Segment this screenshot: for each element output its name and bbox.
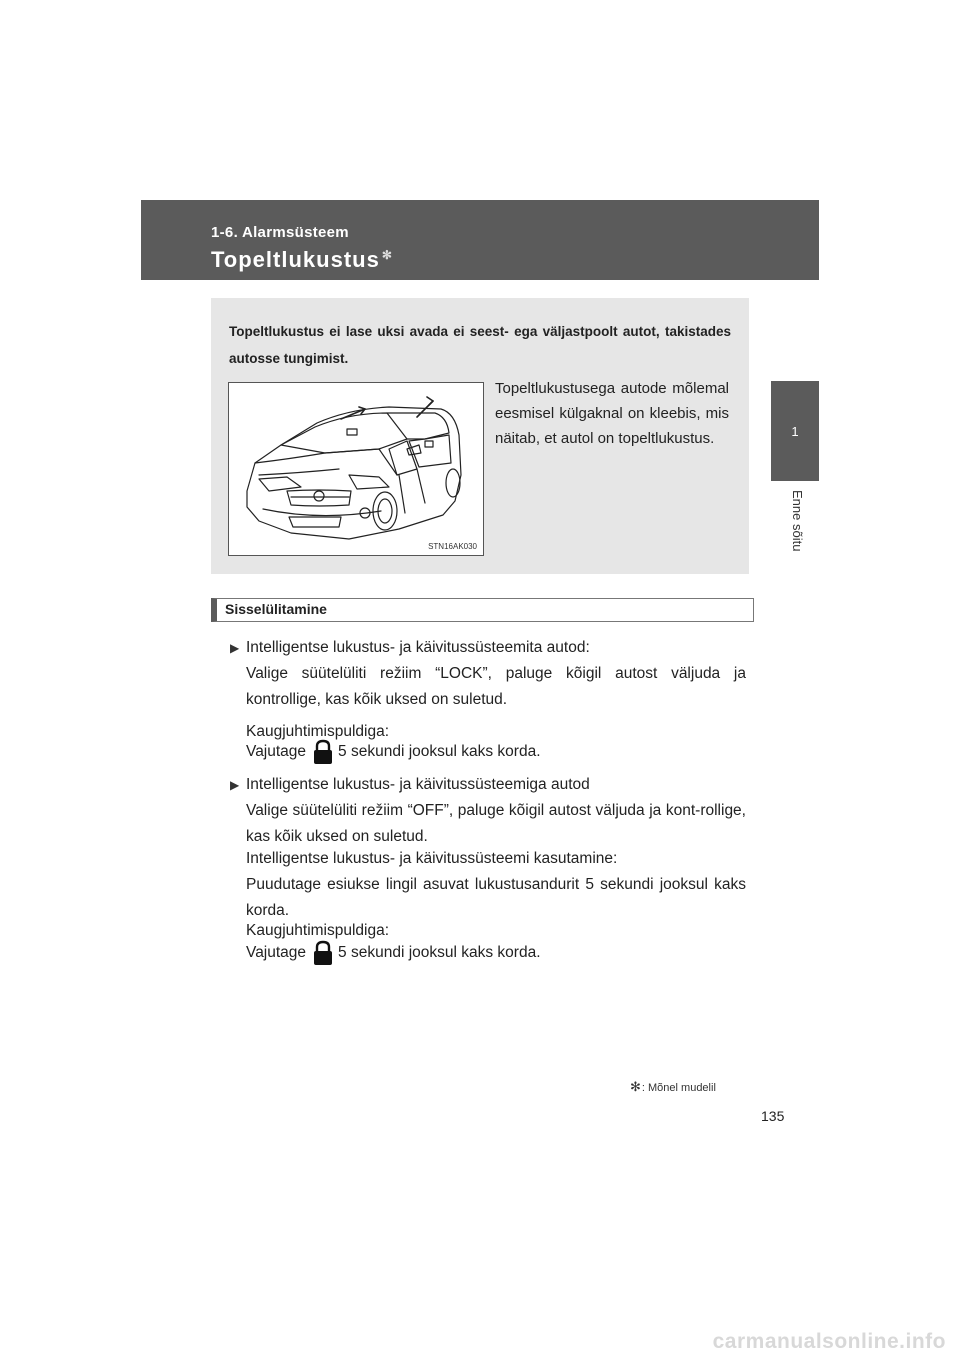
bullet-item-2 <box>230 772 590 798</box>
footnote <box>630 1079 716 1095</box>
paragraph-1: Valige süütelüliti režiim “LOCK”, paluge kõigil autost väljuda ja kontrollige, kas kõik uksed on suletud. <box>246 665 746 708</box>
footnote-text: : Mõnel mudelil <box>641 1082 716 1094</box>
lock-icon <box>312 940 334 966</box>
press-after-1: 5 sekundi jooksul kaks korda. <box>338 743 541 761</box>
car-drawing-icon <box>229 383 483 555</box>
triangle-right-icon: ▶ <box>230 641 240 655</box>
lock-icon <box>312 739 334 765</box>
press-line-1 <box>246 739 541 765</box>
figure-code: STN16AK030 <box>428 542 477 551</box>
remote-label-1: Kaugjuhtimispuldiga: <box>246 723 390 740</box>
section-label: 1-6. Alarmsüsteem <box>211 224 349 241</box>
smart-text: Puudutage esiukse lingil asuvat lukustusandurit 5 sekundi jooksul kaks korda. <box>246 876 746 919</box>
subheading <box>211 598 754 622</box>
press-after-2: 5 sekundi jooksul kaks korda. <box>338 944 541 962</box>
page-title-text: Topeltlukustus <box>211 247 380 272</box>
triangle-right-icon: ▶ <box>230 778 240 792</box>
press-line-2 <box>246 940 541 966</box>
chapter-number: 1 <box>791 423 799 439</box>
figure-caption: Topeltlukustusega autode mõlemal eesmisel külgaknal on kleebis, mis näitab, et autol on topeltlukustus. <box>495 380 729 447</box>
subheading-text: Sisselülitamine <box>225 601 327 617</box>
header-band <box>141 200 819 280</box>
asterisk-icon: ✻ <box>381 247 393 262</box>
asterisk-icon: ✻ <box>630 1079 641 1094</box>
page-number: 135 <box>761 1108 785 1124</box>
bullet-text-2: Intelligentse lukustus- ja käivitussüsteemiga autod <box>246 776 590 793</box>
bullet-text-1: Intelligentse lukustus- ja käivitussüsteemita autod: <box>246 639 590 656</box>
car-illustration <box>228 382 484 556</box>
page-title <box>211 247 393 273</box>
bullet-item-1 <box>230 635 590 661</box>
watermark-text: carmanualsonline.info <box>712 1330 946 1353</box>
intro-text: Topeltlukustus ei lase uksi avada ei seest- ega väljastpoolt autot, takistades autosse tungimist. <box>229 324 731 366</box>
paragraph-2: Valige süütelüliti režiim “OFF”, paluge kõigil autost väljuda ja kont-rollige, kas kõik uksed on suletud. <box>246 802 746 845</box>
press-before-2: Vajutage <box>246 944 307 962</box>
chapter-tab[interactable] <box>771 381 819 481</box>
chapter-label: Enne sõitu <box>790 490 805 552</box>
smart-label: Intelligentse lukustus- ja käivitussüsteemi kasutamine: <box>246 850 618 867</box>
watermark <box>0 1328 960 1358</box>
press-before-1: Vajutage <box>246 743 307 761</box>
intro-box <box>211 298 749 574</box>
remote-label-2: Kaugjuhtimispuldiga: <box>246 922 390 939</box>
